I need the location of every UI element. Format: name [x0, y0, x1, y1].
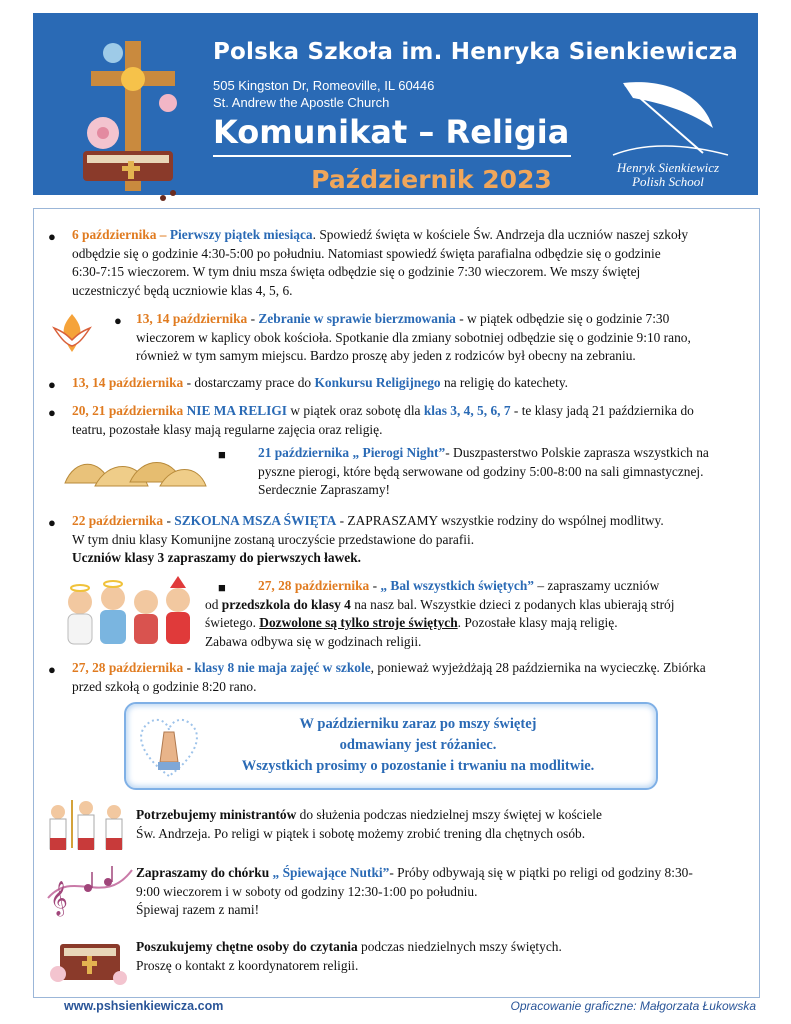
item-sep: -: [247, 311, 259, 326]
bullet-icon: ●: [48, 377, 56, 392]
item-text: Uczniów klasy 3 zapraszamy do pierwszych ławek.: [72, 550, 361, 566]
item-date: 22 października: [72, 513, 164, 528]
item-text: wieczorem w kaplicy obok kościoła. Spotkanie dla zmiany sobotniej odbędzie się o godzinie 9:10 rano,: [136, 329, 691, 345]
page-title: Komunikat – Religia: [213, 113, 570, 151]
note-heading: Zapraszamy do chórku: [136, 865, 273, 880]
note-text: Św. Andrzeja. Po religi w piątek i sobotę możemy zrobić trening dla chętnych osób.: [136, 825, 586, 841]
item-text: - Duszpasterstwo Polskie zaprasza wszystkich na: [445, 445, 709, 460]
item-text: na nasz bal. Wszystkie dzieci z podanych klas ubierają strój: [350, 596, 675, 612]
item-title: klasy 8 nie maja zajęć w szkole: [194, 660, 371, 675]
note-text: Śpiewaj razem z nami!: [136, 902, 260, 918]
list-item-first-friday: [72, 226, 752, 300]
item-date: 27, 28 października: [72, 660, 184, 675]
item-sep: -: [183, 660, 195, 675]
item-title: 21 października „ Pierogi Night”: [258, 445, 446, 460]
item-title: Pierwszy piątek miesiąca: [169, 227, 313, 242]
list-item-class-8-trip: [72, 659, 752, 696]
item-text: - w piątek odbędzie się o godzinie 7:30: [455, 311, 670, 326]
bullet-icon: ●: [48, 662, 56, 677]
title-underline: [213, 155, 571, 157]
music-notes-icon: [44, 858, 134, 918]
item-sep: -: [163, 513, 175, 528]
month-heading: Październik 2023: [311, 165, 552, 194]
school-name: Polska Szkoła im. Henryka Sienkiewicza: [213, 39, 738, 65]
item-title: „ Bal wszystkich świętych”: [380, 578, 534, 593]
rosary-line: odmawiany jest różaniec.: [339, 737, 497, 753]
website-link[interactable]: www.pshsienkiewicza.com: [64, 999, 224, 1013]
item-date: 20, 21 października: [72, 403, 184, 418]
item-text: - te klasy jadą 21 października do: [510, 403, 694, 418]
item-text: - ZAPRASZAMY wszystkie rodziny do wspólnej modlitwy.: [336, 513, 664, 528]
item-text: – zapraszamy uczniów: [534, 578, 660, 593]
note-text: 9:00 wieczorem i w soboty od godziny 12:30-1:00 po południu.: [136, 883, 478, 899]
item-text: również w tym samym miejscu. Bardzo proszę aby jeden z rodziców był obecny na zebraniu.: [136, 348, 636, 364]
choir-note: [136, 864, 756, 920]
item-text: pyszne pierogi, które będą serwowane od godziny 5:00-8:00 na sali gimnastycznej.: [258, 463, 704, 479]
note-text: podczas niedzielnych mszy świętych.: [357, 939, 562, 954]
list-item-pierogi-night: [258, 444, 753, 500]
bullet-icon: ■: [218, 580, 226, 595]
item-text: , ponieważ wyjeżdżają 28 października na wycieczkę. Zbiórka: [370, 660, 706, 675]
header-banner: [33, 13, 758, 195]
item-title: SZKOLNA MSZA ŚWIĘTA: [174, 513, 337, 528]
choir-name: „ Śpiewające Nutki”: [272, 865, 390, 880]
item-text: teatru, pozostałe klasy mają regularne zajęcia oraz religię.: [72, 421, 383, 437]
bible-flowers-icon: [46, 930, 130, 988]
logo-line-2: Polish School: [632, 174, 704, 189]
item-text: W tym dniu klasy Komunijne zostaną uroczyście przedstawione do parafii.: [72, 531, 475, 547]
altar-servers-note: [136, 806, 756, 843]
rosary-line: W październiku zaraz po mszy świętej: [299, 716, 537, 732]
address-line: 505 Kingston Dr, Romeoville, IL 60446: [213, 78, 435, 93]
svg-text:𝄞: 𝄞: [50, 881, 68, 916]
bullet-icon: ■: [218, 447, 226, 462]
list-item-no-religion: [72, 402, 752, 439]
note-heading: Potrzebujemy ministrantów: [136, 807, 297, 822]
quill-icon: [603, 73, 733, 163]
holy-spirit-dove-icon: [50, 310, 94, 356]
logo-line-1: Henryk Sienkiewicz: [616, 160, 720, 175]
design-credit: Opracowanie graficzne: Małgorzata Łukowska: [510, 999, 756, 1013]
classes-label: klas 3, 4, 5, 6, 7: [423, 403, 511, 418]
bullet-icon: ●: [48, 405, 56, 420]
list-item-all-saints-ball: [205, 577, 755, 651]
note-text: - Próby odbywają się w piątki po religi od godziny 8:30-: [389, 865, 693, 880]
item-text: uczestniczyć będą uczniowie klas 4, 5, 6.: [72, 282, 293, 298]
bullet-icon: ●: [48, 229, 56, 244]
altar-servers-illustration: [44, 798, 128, 856]
logo-text: [603, 161, 733, 189]
list-item-school-mass: [72, 512, 752, 568]
item-text: na religię do katechety.: [440, 375, 568, 390]
item-text: 6:30-7:15 wieczorem. W tym dniu msza święta odbędzie się o godzinie 7:30 wieczorem. We mszy świętej: [72, 264, 641, 280]
school-logo: [603, 73, 733, 189]
note-text: Proszę o kontakt z koordynatorem religii.: [136, 957, 359, 973]
rosary-notice-box: [124, 702, 658, 790]
item-text: . Spowiedź święta w kościele Św. Andrzeja dla uczniów naszej szkoły: [312, 227, 689, 242]
saints-kids-illustration: [58, 572, 198, 652]
item-date: 6 października –: [72, 227, 170, 242]
rosary-line: Wszystkich prosimy o pozostanie i trwaniu na modlitwie.: [241, 758, 595, 774]
pierogi-illustration: [60, 448, 210, 498]
grades-label: przedszkola do klasy 4: [221, 596, 351, 612]
item-date: 13, 14 października: [72, 375, 184, 390]
list-item-religion-contest: [72, 374, 752, 393]
readers-note: [136, 938, 756, 975]
item-title: Zebranie w sprawie bierzmowania: [258, 311, 456, 326]
item-sep: -: [369, 578, 381, 593]
item-text: przed szkołą o godzinie 8:20 rano.: [72, 678, 257, 694]
bullet-icon: ●: [48, 515, 56, 530]
church-line: St. Andrew the Apostle Church: [213, 95, 390, 110]
note-heading: Poszukujemy chętne osoby do czytania: [136, 939, 358, 954]
item-date: 27, 28 października: [258, 578, 370, 593]
item-text: świetego.: [205, 615, 260, 631]
item-text: odbędzie się o godzinie 4:30-5:00 po południu. Natomiast spowiedź święta parafialna odbędzie się o godzinie: [72, 245, 661, 261]
contest-name: Konkursu Religijnego: [314, 375, 441, 390]
item-text: Zabawa odbywa się w godzinach religii.: [205, 633, 422, 649]
item-text: . Pozostałe klasy mają religię.: [457, 615, 618, 631]
item-text: w piątek oraz sobotę dla: [287, 403, 424, 418]
item-text: od: [205, 596, 222, 612]
rosary-text: [188, 714, 648, 777]
bullet-icon: ●: [114, 313, 122, 328]
note-text: do służenia podczas niedzielnej mszy świętej w kościele: [296, 807, 602, 822]
list-item-confirmation-meeting: [136, 310, 756, 366]
item-date: 13, 14 października: [136, 311, 248, 326]
item-text: - dostarczamy prace do: [183, 375, 315, 390]
costume-rule: Dozwolone są tylko stroje świętych: [259, 615, 458, 631]
no-religion-label: NIE MA RELIGI: [183, 403, 288, 418]
item-text: Serdecznie Zapraszamy!: [258, 482, 390, 498]
school-address: [213, 77, 434, 111]
